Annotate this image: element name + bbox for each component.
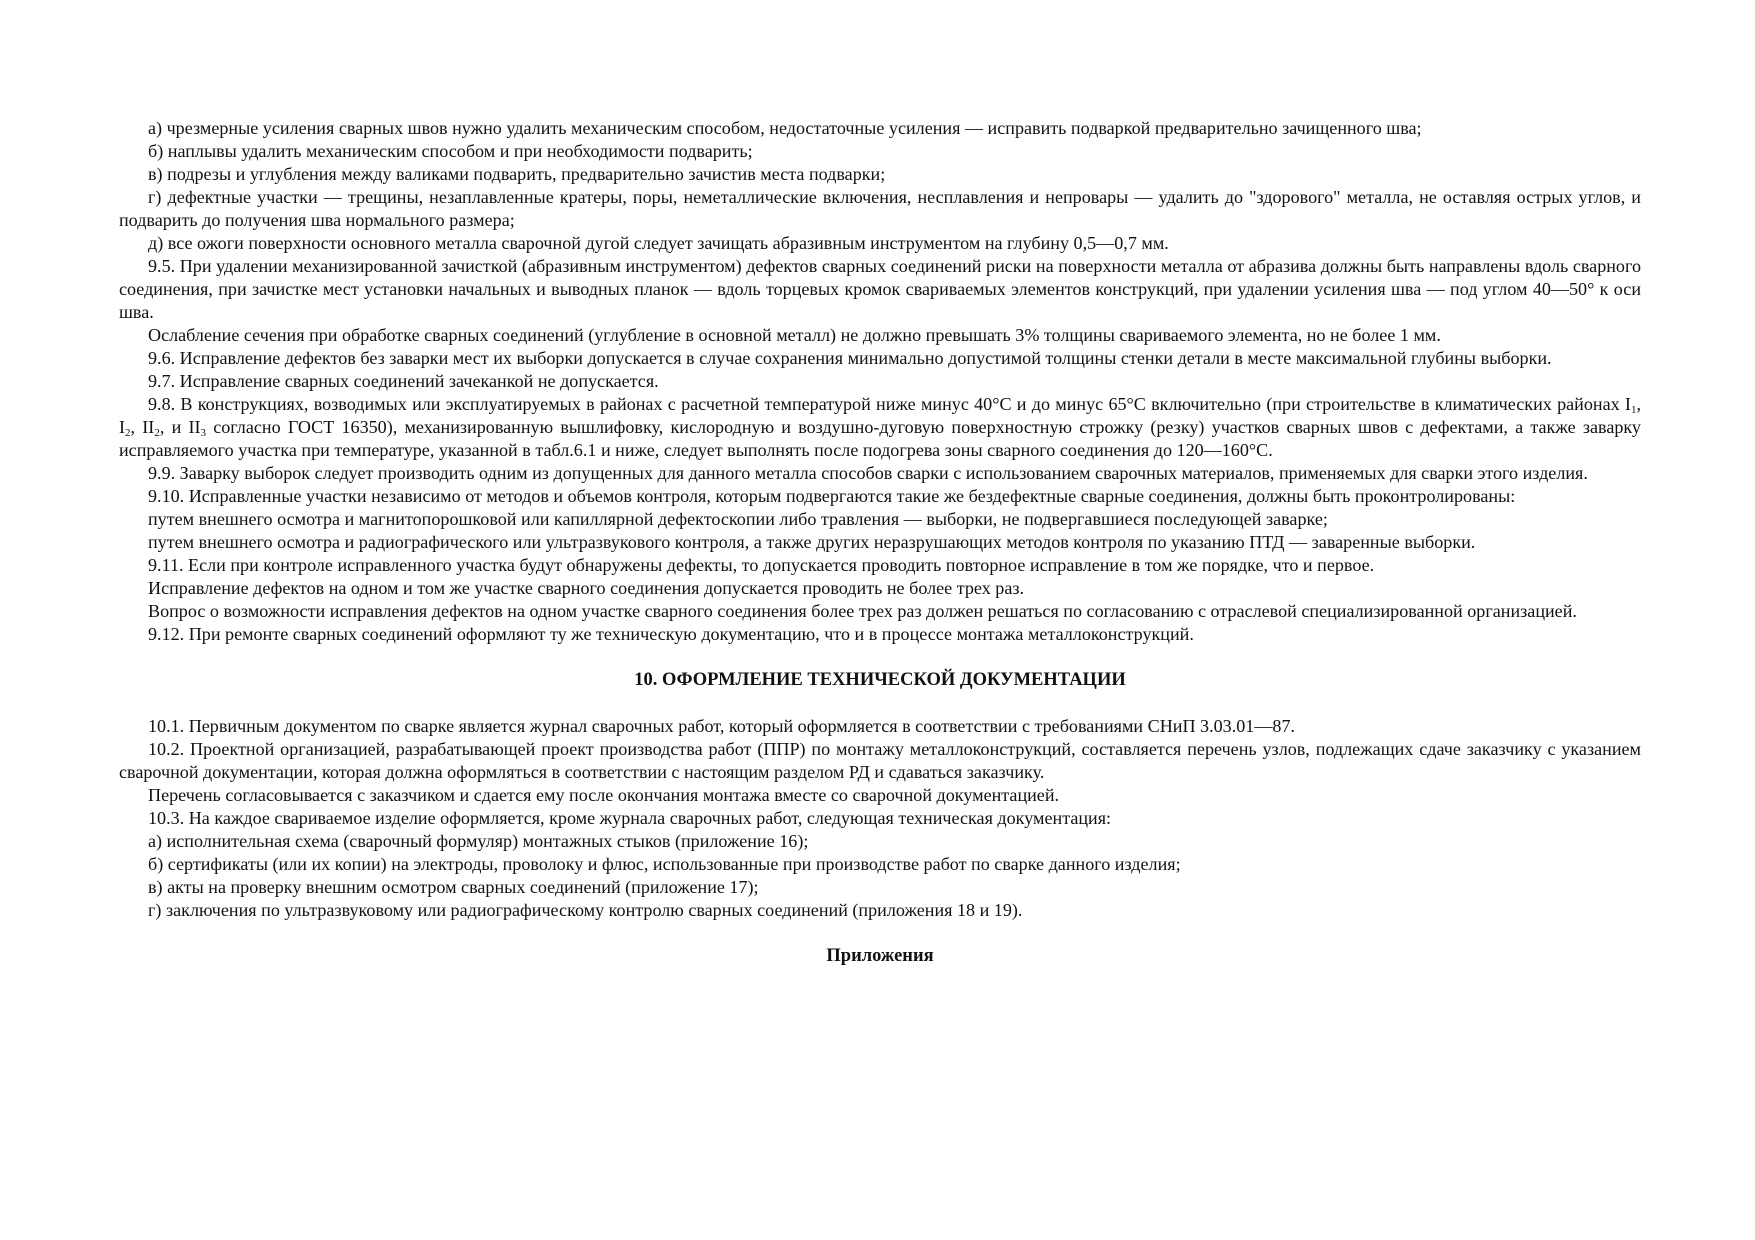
text-run: , и II: [159, 417, 201, 437]
text-run: 9.8. В конструкциях, возводимых или эксплуатируемых в районах с расчетной температурой ниже минус 40°С и до минус 65°С включительно (при строительстве в климатических районах I: [148, 394, 1631, 414]
paragraph-9-11: 9.11. Если при контроле исправленного участка будут обнаружены дефекты, то допускается проводить повторное исправление в том же порядке, что и первое.: [148, 555, 1375, 575]
paragraph-item-a: а) чрезмерные усиления сварных швов нужно удалить механическим способом, недостаточные усиления — исправить подваркой предварительно зачищенного шва;: [148, 118, 1422, 138]
paragraph-item-v: в) подрезы и углубления между валиками подварить, предварительно зачистив места подварки;: [148, 164, 886, 184]
paragraph-9-10: 9.10. Исправленные участки независимо от методов и объемов контроля, которым подвергаются такие же бездефектные сварные соединения, должны быть проконтролированы:: [148, 486, 1516, 506]
text-run: , I: [119, 394, 1641, 437]
paragraph-item-g: г) дефектные участки — трещины, незаплавленные кратеры, поры, неметаллические включения, несплавления и непровары — удалить до "здорового" металла, не оставляя острых углов, и подварить до получения шва нормального размера;: [119, 187, 1641, 230]
subscript: 3: [200, 427, 207, 439]
paragraph-10-1: 10.1. Первичным документом по сварке является журнал сварочных работ, который оформляется в соответствии с требованиями СНиП 3.03.01—87.: [148, 716, 1296, 736]
subscript: 2: [125, 427, 131, 439]
paragraph-weakening: Ослабление сечения при обработке сварных соединений (углубление в основной металл) не должно превышать 3% толщины свариваемого элемента, но не более 1 мм.: [148, 325, 1441, 345]
paragraph-question: Вопрос о возможности исправления дефектов на одном участке сварного соединения более трех раз должен решаться по согласованию с отраслевой специализированной организацией.: [148, 601, 1577, 621]
paragraph-list-agreed: Перечень согласовывается с заказчиком и сдается ему после окончания монтажа вместе со сварочной документацией.: [148, 785, 1060, 805]
paragraph-9-9: 9.9. Заварку выборок следует производить одним из допущенных для данного металла способов сварки с использованием сварочных материалов, применяемых для сварки этого изделия.: [148, 463, 1588, 483]
appendix-heading: Приложения: [826, 946, 934, 966]
text-run: согласно ГОСТ 16350), механизированную вышлифовку, кислородную и воздушно-дуговую поверхностную строжку (резку) участков сварных швов с дефектами, а также заварку исправляемого участка при температуре, указанной в табл.6.1 и ниже, следует выполнять после подогрева зоны сварного соединения до 120—160°С.: [119, 417, 1641, 460]
paragraph-doc-a: а) исполнительная схема (сварочный формуляр) монтажных стыков (приложение 16);: [148, 831, 809, 851]
text-run: , II: [130, 417, 155, 437]
paragraph-item-b: б) наплывы удалить механическим способом и при необходимости подварить;: [148, 141, 753, 161]
paragraph-doc-b: б) сертификаты (или их копии) на электроды, проволоку и флюс, использованные при производстве работ по сварке данного изделия;: [148, 854, 1181, 874]
document-page: [119, 117, 1641, 968]
paragraph-9-12: 9.12. При ремонте сварных соединений оформляют ту же техническую документацию, что и в процессе монтажа металлоконструкций.: [148, 624, 1194, 644]
paragraph-9-7: 9.7. Исправление сварных соединений зачеканкой не допускается.: [148, 371, 659, 391]
paragraph-10-2: 10.2. Проектной организацией, разрабатывающей проект производства работ (ППР) по монтажу металлоконструкций, составляется перечень узлов, подлежащих сдаче заказчику с указанием сварочной документации, которая должна оформляться в соответствии с настоящим разделом РД и сдаваться заказчику.: [119, 739, 1641, 782]
paragraph-10-3: 10.3. На каждое свариваемое изделие оформляется, кроме журнала сварочных работ, следующая техническая документация:: [148, 808, 1112, 828]
paragraph-9-5: 9.5. При удалении механизированной зачисткой (абразивным инструментом) дефектов сварных соединений риски на поверхности металла от абразива должны быть направлены вдоль сварного соединения, при зачистке мест установки начальных и выводных планок — вдоль торцевых кромок свариваемых элементов конструкций, при удалении усиления шва — под углом 40—50° к оси шва.: [119, 256, 1641, 322]
subscript: 1: [1630, 404, 1637, 416]
paragraph-doc-v: в) акты на проверку внешним осмотром сварных соединений (приложение 17);: [148, 877, 759, 897]
paragraph-9-8: [119, 393, 1641, 462]
paragraph-item-d: д) все ожоги поверхности основного металла сварочной дугой следует зачищать абразивным инструментом на глубину 0,5—0,7 мм.: [148, 233, 1169, 253]
paragraph-inspection-1: путем внешнего осмотра и магнитопорошковой или капиллярной дефектоскопии либо травления — выборки, не подвергавшиеся последующей заварке;: [148, 509, 1328, 529]
paragraph-doc-g: г) заключения по ультразвуковому или радиографическому контролю сварных соединений (приложения 18 и 19).: [148, 900, 1023, 920]
paragraph-inspection-2: путем внешнего осмотра и радиографического или ультразвукового контроля, а также других неразрушающих методов контроля по указанию ПТД — заваренные выборки.: [148, 532, 1476, 552]
paragraph-repeat-limit: Исправление дефектов на одном и том же участке сварного соединения допускается проводить не более трех раз.: [148, 578, 1025, 598]
section-10-heading: 10. ОФОРМЛЕНИЕ ТЕХНИЧЕСКОЙ ДОКУМЕНТАЦИИ: [634, 670, 1126, 690]
paragraph-9-6: 9.6. Исправление дефектов без заварки мест их выборки допускается в случае сохранения минимально допустимой толщины стенки детали в месте максимальной глубины выборки.: [148, 348, 1552, 368]
subscript: 2: [154, 427, 160, 439]
